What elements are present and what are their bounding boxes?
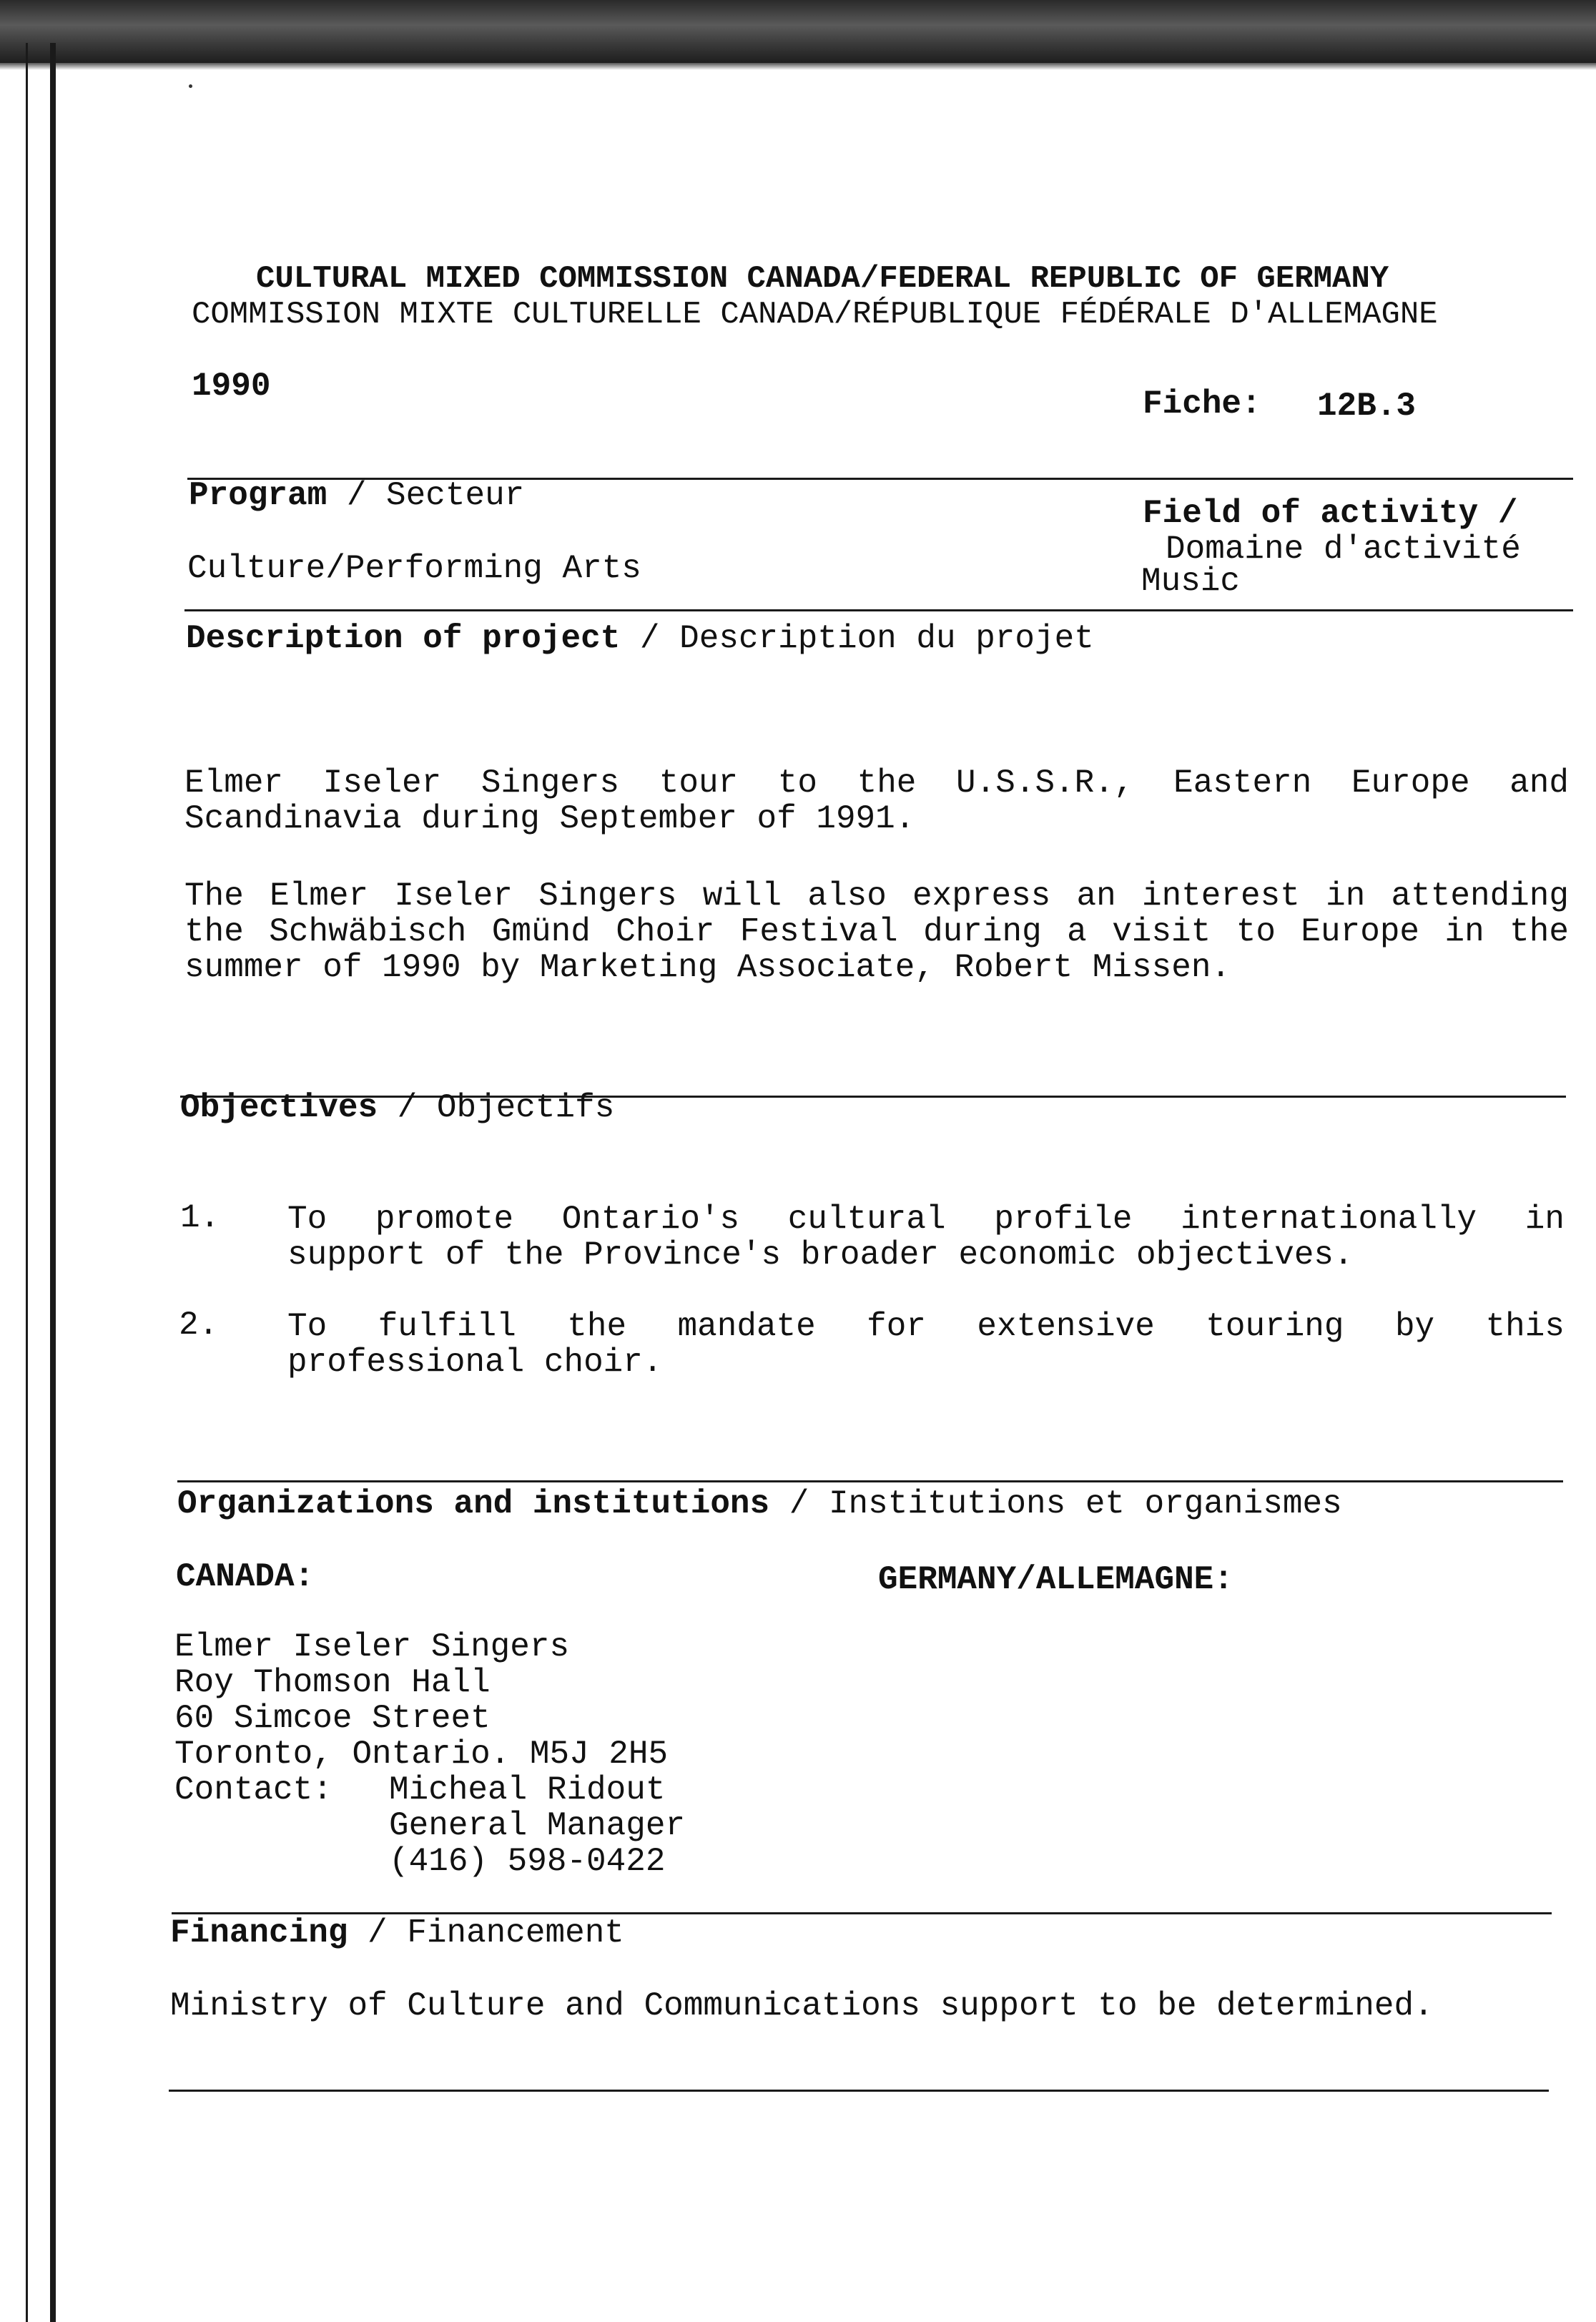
description-para1-line1: Elmer Iseler Singers tour to the U.S.S.R., Eastern Europe and bbox=[184, 764, 1569, 802]
financing-label: Financing bbox=[170, 1914, 348, 1952]
title-french: COMMISSION MIXTE CULTURELLE CANADA/RÉPUBLIQUE FÉDÉRALE D'ALLEMAGNE bbox=[192, 297, 1438, 333]
canada-label: CANADA: bbox=[176, 1558, 315, 1595]
fiche-label: Fiche: bbox=[1143, 385, 1261, 423]
scan-top-fade bbox=[0, 63, 1596, 70]
canada-address-line: Roy Thomson Hall bbox=[174, 1664, 491, 1701]
year: 1990 bbox=[192, 368, 271, 405]
description-para1-line2: Scandinavia during September of 1991. bbox=[184, 800, 915, 837]
description-heading bbox=[186, 621, 1094, 656]
germany-label: GERMANY/ALLEMAGNE: bbox=[878, 1561, 1233, 1598]
organizations-label: Organizations and institutions bbox=[177, 1485, 770, 1522]
description-para2-line2: the Schwäbisch Gmünd Choir Festival during a visit to Europe in the bbox=[184, 913, 1569, 950]
program-value: Culture/Performing Arts bbox=[187, 550, 641, 587]
field-value: Music bbox=[1141, 563, 1241, 600]
description-label-fr: / Description du projet bbox=[620, 620, 1094, 657]
objective-2-line1: To fulfill the mandate for extensive touring by this bbox=[287, 1308, 1565, 1345]
scan-margin-line-thick bbox=[50, 43, 56, 2322]
canada-address-line: 60 Simcoe Street bbox=[174, 1700, 491, 1737]
financing-label-fr: / Financement bbox=[348, 1914, 624, 1952]
section-rule bbox=[184, 609, 1573, 611]
objectives-label-fr: / Objectifs bbox=[378, 1089, 615, 1126]
program-heading bbox=[189, 478, 524, 513]
canada-address-line: Toronto, Ontario. M5J 2H5 bbox=[174, 1736, 669, 1773]
section-rule bbox=[169, 2090, 1549, 2092]
organizations-heading bbox=[177, 1486, 1342, 1522]
contact-line: Micheal Ridout bbox=[389, 1771, 666, 1809]
contact-line: (416) 598-0422 bbox=[389, 1843, 666, 1880]
description-label: Description of project bbox=[186, 620, 621, 657]
program-label-fr: / Secteur bbox=[327, 477, 525, 514]
objective-number: 1. bbox=[180, 1199, 220, 1236]
objective-1-line1: To promote Ontario's cultural profile internationally in bbox=[287, 1201, 1565, 1238]
contact-label: Contact: bbox=[174, 1771, 332, 1809]
financing-value: Ministry of Culture and Communications support to be determined. bbox=[170, 1987, 1434, 2025]
scan-top-band bbox=[0, 0, 1596, 63]
section-rule bbox=[177, 1480, 1563, 1482]
contact-line: General Manager bbox=[389, 1807, 686, 1844]
objective-number: 2. bbox=[179, 1307, 219, 1344]
objectives-label: Objectives bbox=[180, 1089, 378, 1126]
field-label-fr: Domaine d'activité bbox=[1166, 531, 1521, 568]
canada-address-line: Elmer Iseler Singers bbox=[174, 1628, 570, 1666]
fiche-value: 12B.3 bbox=[1317, 388, 1417, 425]
scan-margin-line bbox=[26, 43, 28, 2322]
objectives-heading bbox=[180, 1090, 614, 1126]
program-label: Program bbox=[189, 477, 327, 514]
title-english: CULTURAL MIXED COMMISSION CANADA/FEDERAL REPUBLIC OF GERMANY bbox=[256, 261, 1389, 297]
description-para2-line3: summer of 1990 by Marketing Associate, Robert Missen. bbox=[184, 949, 1231, 986]
organizations-label-fr: / Institutions et organismes bbox=[769, 1485, 1342, 1522]
description-para2-line1: The Elmer Iseler Singers will also express an interest in attending bbox=[184, 877, 1569, 915]
field-label: Field of activity / bbox=[1143, 495, 1518, 532]
financing-heading bbox=[170, 1915, 624, 1951]
objective-2-line2: professional choir. bbox=[287, 1344, 663, 1381]
scan-speck bbox=[189, 84, 192, 88]
objective-1-line2: support of the Province's broader economic objectives. bbox=[287, 1236, 1354, 1274]
